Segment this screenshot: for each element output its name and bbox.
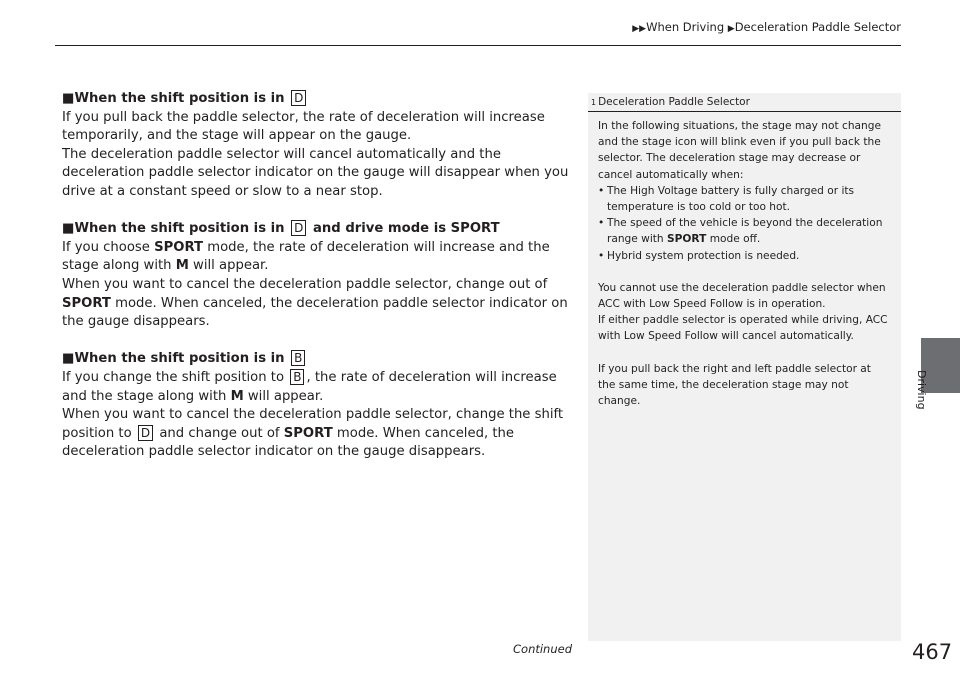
square-bullet-icon: ■ — [62, 91, 75, 106]
breadcrumb-current: Deceleration Paddle Selector — [734, 20, 901, 34]
section-heading — [62, 350, 577, 369]
section-b — [62, 350, 577, 462]
text: If you choose — [62, 239, 150, 255]
mode-name: SPORT — [283, 425, 333, 441]
sidebar-note — [588, 93, 901, 641]
breadcrumb-parent[interactable]: When Driving — [646, 20, 725, 34]
paragraph: The deceleration paddle selector will cancel automatically and the deceleration paddle selector indicator on the gauge will disappear when you drive at a constant speed or slow to a near stop. — [62, 146, 569, 199]
bullet-icon: • — [598, 249, 605, 262]
text: When you want to cancel the deceleration paddle selector, change out of — [62, 276, 548, 292]
section-d-sport — [62, 220, 577, 332]
sidebar-title-text: Deceleration Paddle Selector — [598, 96, 750, 108]
text: If you change the shift position to — [62, 369, 285, 385]
text: mode. When canceled, the deceleration paddle selector indicator on the gauge disappears. — [62, 295, 568, 330]
sidebar-title — [591, 96, 901, 108]
indicator-m: M — [230, 388, 244, 404]
sidebar-paragraph: If either paddle selector is operated while driving, ACC with Low Speed Follow will cancel automatically. — [598, 314, 888, 343]
chapter-tab-label: Driving — [915, 370, 928, 410]
shift-key-d: D — [291, 220, 306, 236]
list-item — [598, 215, 891, 247]
text: When you want to cancel the deceleration paddle selector, change the shift position to — [62, 407, 564, 441]
shift-key-b: B — [291, 350, 305, 366]
spacer — [598, 345, 891, 361]
text: The speed of the vehicle is beyond the deceleration range with — [607, 217, 883, 246]
square-bullet-icon: ■ — [62, 351, 75, 367]
heading-suffix: and drive mode is SPORT — [313, 221, 500, 237]
text: mode, the rate of deceleration will increase and the stage along with — [62, 239, 550, 274]
breadcrumb-arrow-icon: ▶ — [727, 24, 735, 34]
paragraph — [62, 406, 577, 462]
square-bullet-icon: ■ — [62, 221, 75, 237]
spacer — [598, 264, 891, 280]
heading-text: When the shift position is in — [74, 91, 285, 106]
shift-key-d: D — [291, 90, 306, 106]
sidebar-body — [588, 112, 901, 409]
indicator-m: M — [175, 258, 189, 274]
list-item — [598, 248, 891, 264]
sidebar-paragraph: You cannot use the deceleration paddle selector when ACC with Low Speed Follow is in operation. — [598, 281, 886, 311]
note-icon: 1 — [591, 98, 597, 107]
main-content — [62, 90, 577, 480]
text: The High Voltage battery is fully charged or its temperature is too cold or too hot. — [607, 184, 855, 214]
sidebar-bullet-list — [598, 183, 891, 264]
shift-key-b: B — [290, 369, 304, 385]
bullet-icon: • — [598, 217, 605, 230]
breadcrumb — [632, 20, 901, 34]
text: will appear. — [247, 388, 324, 404]
section-heading — [62, 220, 577, 239]
shift-key-d: D — [138, 425, 153, 441]
text: will appear. — [193, 258, 269, 274]
section-heading — [62, 90, 577, 109]
paragraph — [62, 239, 577, 276]
paragraph: If you pull back the paddle selector, the rate of deceleration will increase temporarily, and the stage will appear on the gauge. — [62, 109, 545, 144]
text: mode. When canceled, the deceleration paddle selector indicator on the gauge disappears. — [62, 425, 514, 460]
mode-name: SPORT — [154, 239, 204, 255]
breadcrumb-arrow-icon: ▶▶ — [632, 24, 647, 34]
paragraph — [62, 369, 577, 406]
mode-name: SPORT — [667, 233, 707, 246]
text: Hybrid system protection is needed. — [607, 249, 800, 262]
paragraph — [62, 276, 577, 332]
sidebar-paragraph: In the following situations, the stage may not change and the stage icon will blink even if you pull back the selector. The deceleration stage may decrease or cancel automatically when: — [598, 120, 882, 181]
heading-text: When the shift position is in — [74, 351, 285, 367]
bullet-icon: • — [598, 184, 605, 197]
list-item — [598, 183, 891, 215]
page-number: 467 — [912, 640, 953, 664]
section-d — [62, 90, 577, 202]
continued-label: Continued — [513, 642, 573, 656]
mode-name: SPORT — [62, 295, 111, 311]
sidebar-paragraph: If you pull back the right and left paddle selector at the same time, the deceleration stage may not change. — [598, 362, 871, 408]
header-divider — [55, 45, 901, 46]
heading-text: When the shift position is in — [74, 221, 285, 237]
text: mode off. — [709, 233, 761, 246]
text: and change out of — [159, 425, 280, 441]
text: , the rate of deceleration will increase and the stage along with — [62, 369, 557, 404]
